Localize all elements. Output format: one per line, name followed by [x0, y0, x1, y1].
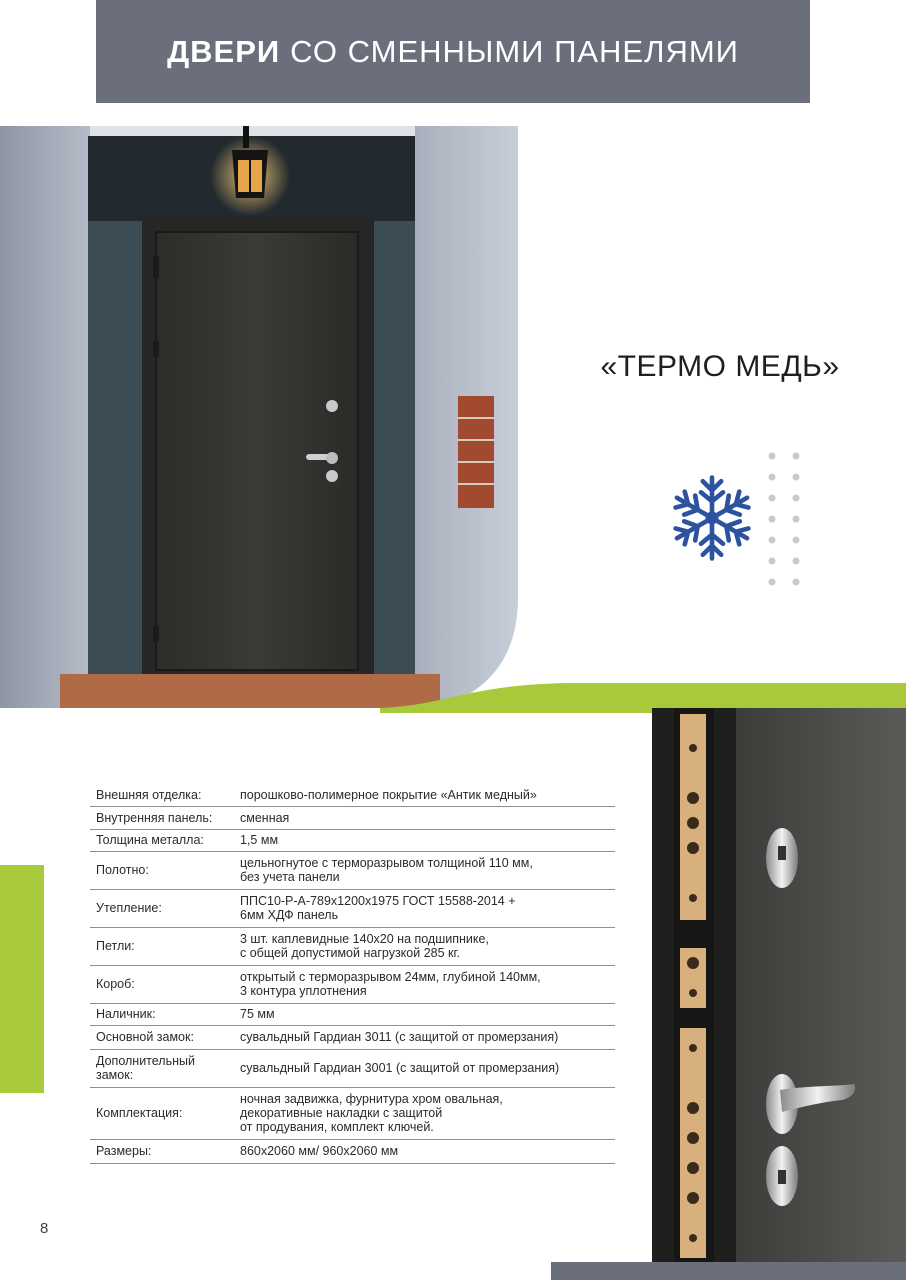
spec-label: Размеры:: [96, 1144, 152, 1158]
spec-label: Дополнительный замок:: [96, 1054, 195, 1082]
page-header: [96, 0, 810, 103]
spec-value: 860х2060 мм/ 960х2060 мм: [240, 1144, 399, 1158]
spec-row: [90, 927, 615, 965]
spec-row: [90, 829, 615, 851]
spec-value: 75 мм: [240, 1007, 275, 1021]
spec-value: ночная задвижка, фурнитура хром овальная, декоративные накладки с защитой от продувания, комплект ключей.: [240, 1092, 503, 1134]
spec-row: [90, 1087, 615, 1139]
spec-row: [90, 1049, 615, 1087]
spec-label: Внешняя отделка:: [96, 787, 202, 802]
spec-row: [90, 806, 615, 829]
spec-table: [90, 784, 615, 1164]
spec-row: [90, 851, 615, 889]
spec-row: [90, 1025, 615, 1049]
spec-label: Короб:: [96, 977, 135, 991]
spec-label: Полотно:: [96, 863, 149, 877]
footer-band: [551, 1262, 906, 1280]
spec-row: [90, 784, 615, 806]
page-number: 8: [40, 1220, 49, 1237]
spec-label: Основной замок:: [96, 1030, 194, 1044]
lock-photo: [652, 708, 906, 1262]
spec-value: сувальдный Гардиан 3011 (с защитой от промерзания): [240, 1030, 559, 1044]
spec-value: ППС10-Р-А-789х1200х1975 ГОСТ 15588-2014 + 6мм ХДФ панель: [240, 894, 516, 922]
header-title-rest: СО СМЕННЫМИ ПАНЕЛЯМИ: [290, 33, 739, 69]
spec-label: Внутренняя панель:: [96, 810, 213, 825]
dots-grid-icon: [762, 450, 806, 590]
spec-value: порошково-полимерное покрытие «Антик медный»: [240, 787, 537, 802]
spec-value: цельногнутое с терморазрывом толщиной 110 мм, без учета панели: [240, 856, 533, 884]
spec-row: [90, 1139, 615, 1163]
header-title-bold: ДВЕРИ: [167, 33, 281, 69]
spec-value: сменная: [240, 810, 290, 825]
spec-label: Наличник:: [96, 1007, 156, 1021]
spec-value: 3 шт. каплевидные 140х20 на подшипнике, с общей допустимой нагрузкой 285 кг.: [240, 932, 489, 960]
spec-value: 1,5 мм: [240, 833, 279, 847]
spec-row: [90, 1003, 615, 1025]
spec-label: Комплектация:: [96, 1106, 183, 1120]
spec-row: [90, 965, 615, 1003]
spec-value: открытый с терморазрывом 24мм, глубиной 140мм, 3 контура уплотнения: [240, 970, 541, 998]
side-accent-bar: [0, 865, 44, 1093]
spec-label: Толщина металла:: [96, 833, 204, 847]
spec-label: Утепление:: [96, 901, 162, 915]
spec-value: сувальдный Гардиан 3001 (с защитой от промерзания): [240, 1061, 560, 1075]
spec-row: [90, 889, 615, 927]
spec-label: Петли:: [96, 939, 135, 953]
door-photo: [0, 126, 518, 708]
snowflake-icon: [666, 472, 758, 564]
product-name: «ТЕРМО МЕДЬ»: [600, 350, 840, 383]
